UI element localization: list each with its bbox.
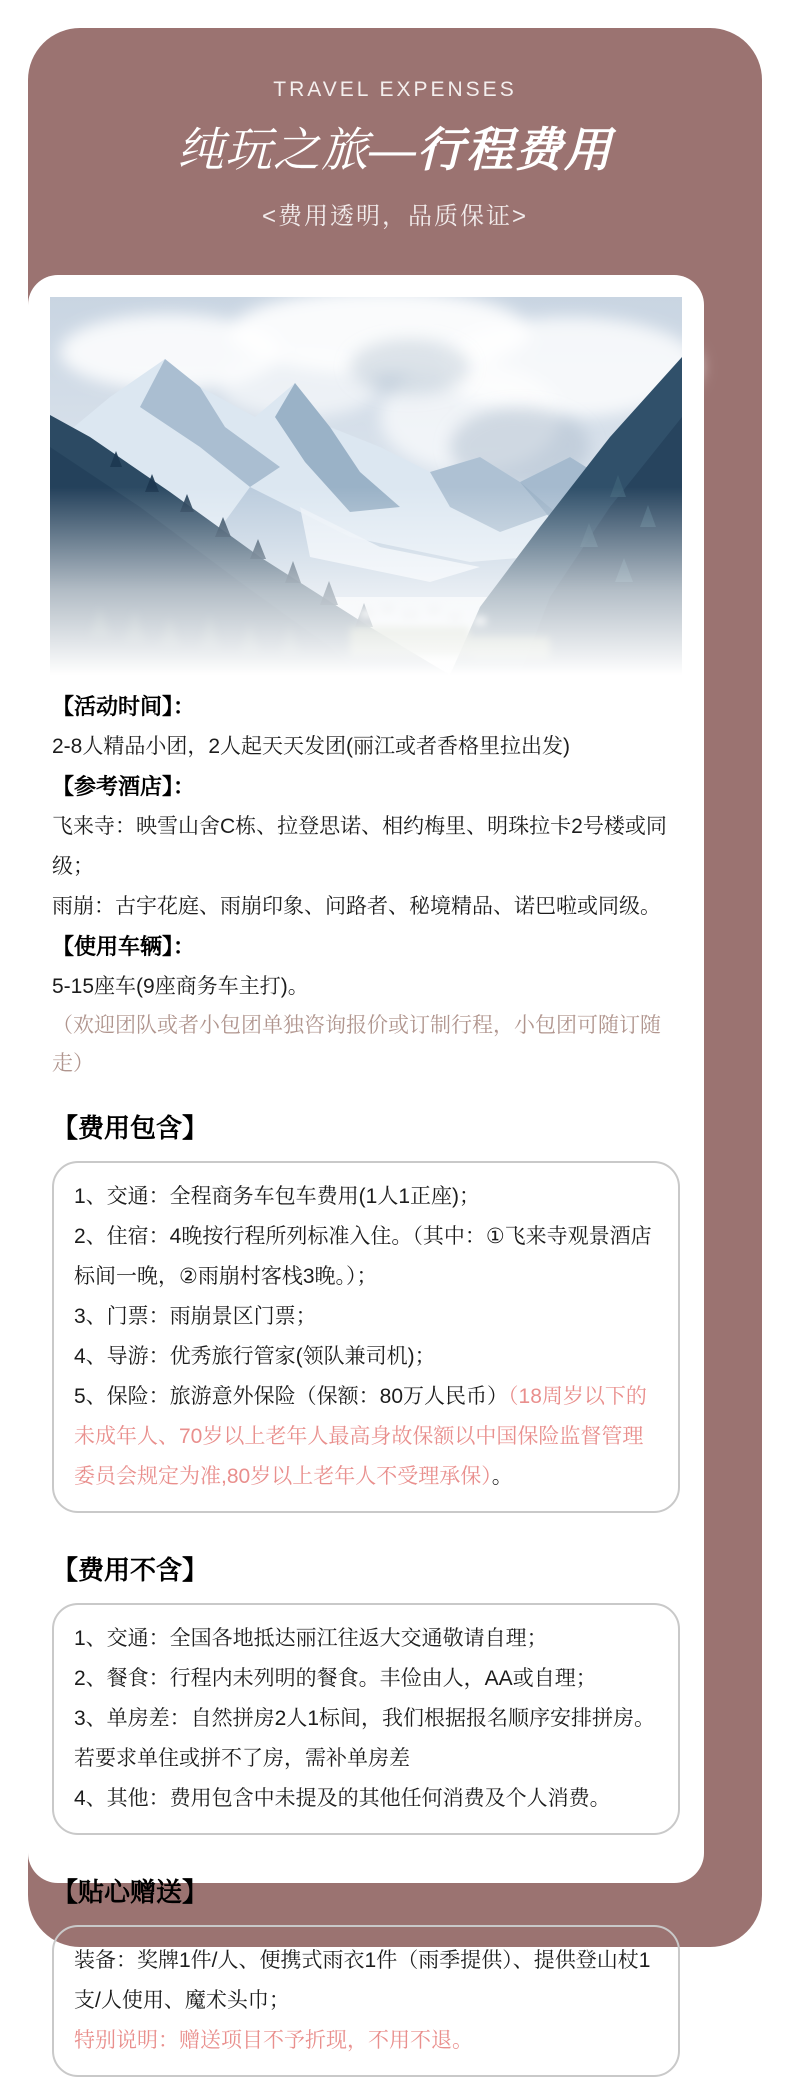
content-card (28, 275, 704, 2052)
gifts-heading: 【贴心赠送】 (52, 1877, 209, 1907)
gifts-box (52, 1925, 680, 2077)
hotels-label: 【参考酒店】： (52, 774, 196, 799)
gifts-special-note: 特别说明：赠送项目不予折现，不用不退。 (74, 2029, 473, 2052)
vehicle-label: 【使用车辆】： (52, 934, 196, 959)
excluded-item: 3、单房差：自然拼房2人1标间，我们根据报名顺序安排拼房。若要求单住或拼不了房，需补单房差 (74, 1707, 656, 1770)
excluded-item: 2、餐食：行程内未列明的餐食。丰俭由人，AA或自理； (74, 1667, 597, 1690)
page-title (0, 124, 790, 176)
excluded-item: 1、交通：全国各地抵达丽江往返大交通敬请自理； (74, 1627, 548, 1650)
included-box (52, 1161, 680, 1513)
gifts-equipment-text: 装备：奖牌1件/人、便携式雨衣1件（雨季提供）、提供登山杖1支/人使用、魔术头巾； (74, 1949, 651, 2012)
excluded-item: 4、其他：费用包含中未提及的其他任何消费及个人消费。 (74, 1787, 611, 1810)
eyebrow-text: TRAVEL EXPENSES (273, 78, 517, 101)
mountain-photo-illustration (50, 297, 682, 675)
vehicle-text: 5-15座车(9座商务车主打)。 (52, 975, 309, 998)
page-title-accent: 行程费用 (417, 123, 613, 176)
included-item: 4、导游：优秀旅行管家(领队兼司机)； (74, 1345, 436, 1368)
excluded-heading: 【费用不含】 (52, 1555, 209, 1585)
included-item-insurance (74, 1377, 658, 1497)
insurance-text: 5、保险：旅游意外保险（保额：80万人民币） (74, 1385, 509, 1408)
insurance-suffix: 。 (491, 1465, 513, 1488)
page-subtitle: <费用透明，品质保证> (261, 202, 529, 230)
card-content (50, 675, 682, 2077)
included-item: 1、交通：全程商务车包车费用(1人1正座)； (74, 1185, 481, 1208)
hero-photo (50, 297, 682, 675)
header (0, 0, 790, 231)
hotels-line-2: 雨崩：古宇花庭、雨崩印象、问路者、秘境精品、诺巴啦或同级。 (52, 895, 661, 918)
hotels-line-1: 飞来寺：映雪山舍C栋、拉登思诺、相约梅里、明珠拉卡2号楼或同级； (52, 815, 667, 878)
included-item: 3、门票：雨崩景区门票； (74, 1305, 317, 1328)
excluded-box (52, 1603, 680, 1835)
activity-time-label: 【活动时间】： (52, 694, 196, 719)
page-title-light: 纯玩之旅— (177, 123, 417, 176)
custom-tour-note: （欢迎团队或者小包团单独咨询报价或订制行程，小包团可随订随走） (52, 1014, 661, 1075)
insurance-highlight: （18周岁以下的未成年人、70岁以上老年人最高身故保额以中国保险监督管理委员会规定为准,80岁以上老年人不受理承保） (74, 1385, 647, 1488)
included-heading: 【费用包含】 (52, 1113, 209, 1143)
included-item: 2、住宿：4晚按行程所列标准入住。（其中：①飞来寺观景酒店标间一晚，②雨崩村客栈3晚。）； (74, 1225, 652, 1288)
activity-time-text: 2-8人精品小团，2人起天天发团(丽江或者香格里拉出发) (52, 735, 571, 758)
